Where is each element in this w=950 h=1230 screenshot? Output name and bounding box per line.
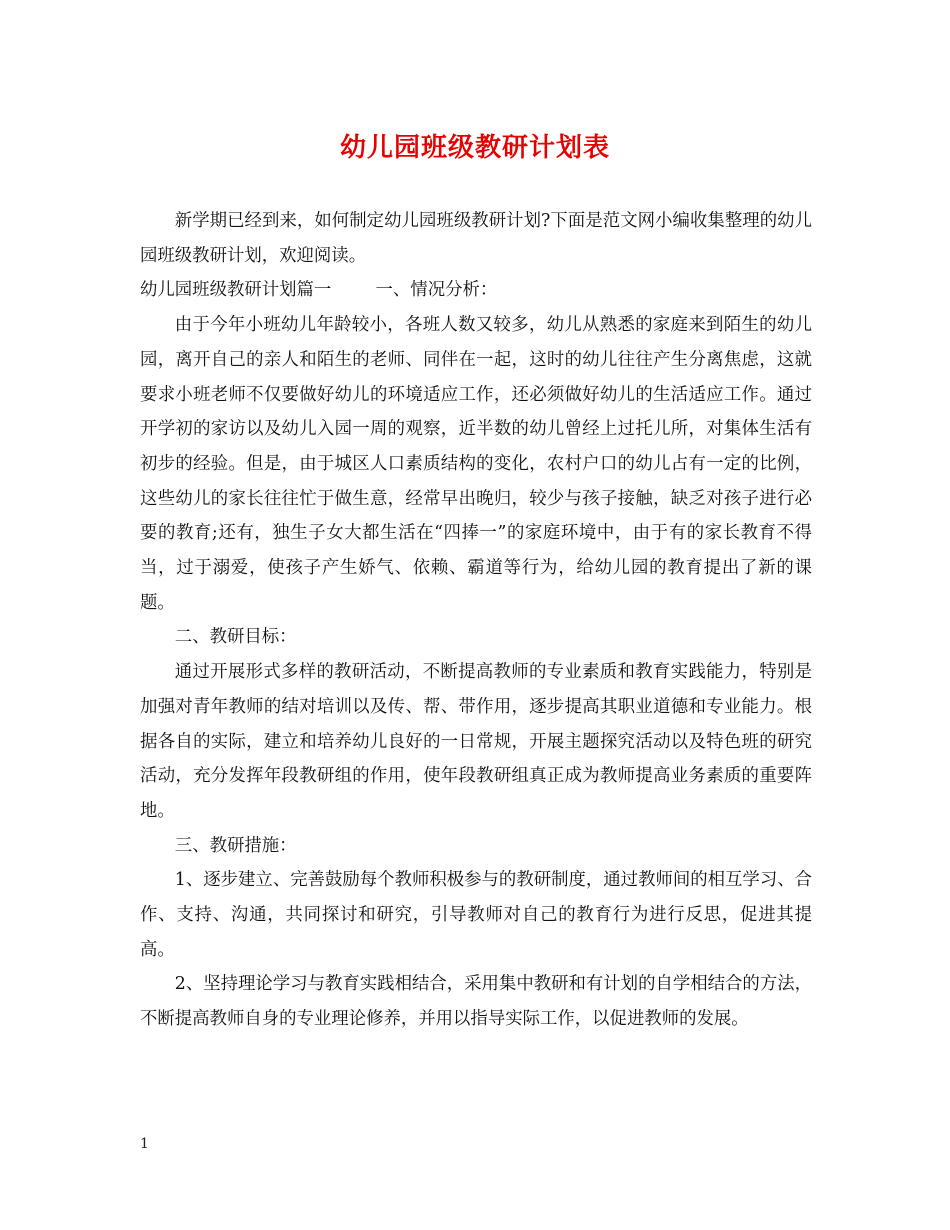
- document-body: [140, 204, 812, 1037]
- analysis-paragraph: 由于今年小班幼儿年龄较小，各班人数又较多，幼儿从熟悉的家庭来到陌生的幼儿园，离开自己的亲人和陌生的老师、同伴在一起，这时的幼儿往往产生分离焦虑，这就要求小班老师不仅要做好幼儿的环境适应工作，还必须做好幼儿的生活适应工作。通过开学初的家访以及幼儿入园一周的观察，近半数的幼儿曾经上过托儿所，对集体生活有初步的经验。但是，由于城区人口素质结构的变化，农村户口的幼儿占有一定的比例，这些幼儿的家长往往忙于做生意，经常早出晚归，较少与孩子接触，缺乏对孩子进行必要的教育;还有，独生子女大都生活在“四捧一”的家庭环境中，由于有的家长教育不得当，过于溺爱，使孩子产生娇气、依赖、霸道等行为，给幼儿园的教育提出了新的课题。: [140, 315, 812, 613]
- measures-heading: 三、教研措施：: [174, 835, 297, 856]
- measure-paragraph-1: 1、逐步建立、完善鼓励每个教师积极参与的教研制度，通过教师间的相互学习、合作、支持、沟通，共同探讨和研究，引导教师对自己的教育行为进行反思，促进其提高。: [140, 870, 812, 960]
- document-title: 幼儿园班级教研计划表: [339, 133, 610, 163]
- section-heading-line: 幼儿园班级教研计划篇一 一、情况分析：: [140, 280, 498, 301]
- intro-paragraph: 新学期已经到来，如何制定幼儿园班级教研计划?下面是范文网小编收集整理的幼儿园班级教研计划，欢迎阅读。: [140, 211, 812, 266]
- goal-heading: 二、教研目标：: [174, 627, 297, 648]
- measure-paragraph-2: 2、坚持理论学习与教育实践相结合，采用集中教研和有计划的自学相结合的方法，不断提高教师自身的专业理论修养，并用以指导实际工作，以促进教师的发展。: [140, 974, 812, 1030]
- goal-paragraph: 通过开展形式多样的教研活动，不断提高教师的专业素质和教育实践能力，特别是加强对青年教师的结对培训以及传、帮、带作用，逐步提高其职业道德和专业能力。根据各自的实际，建立和培养幼儿良好的一日常规，开展主题探究活动以及特色班的研究活动，充分发挥年段教研组的作用，使年段教研组真正成为教师提高业务素质的重要阵地。: [140, 662, 812, 821]
- page-number: 1: [140, 1136, 149, 1152]
